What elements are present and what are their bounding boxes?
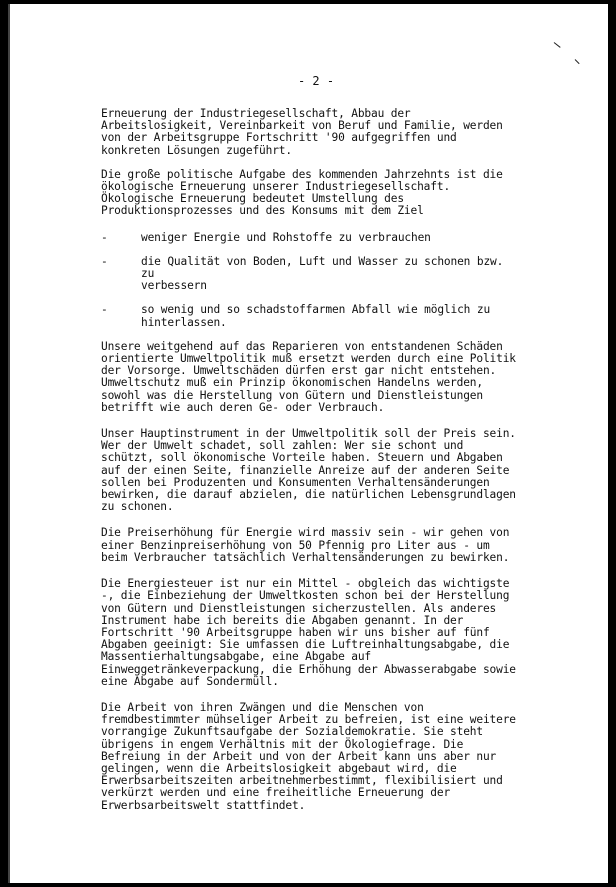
- paragraph: Die Arbeit von ihren Zwängen und die Menschen von fremdbestimmter mühseliger Arbeit zu befreien, ist eine weitere vorrangige Zukunftsaufgabe der Sozialdemokratie. Sie steht übrigens in engem Verhältnis mit der Ökologiefrage. Die Befreiung in der Arbeit und von der Arbeit kann uns aber nur gelingen, wenn die Arbeitslosigkeit abgebaut wird, die Erwerbsarbeitszeiten arbeitnehmerbestimmt, flexibilisiert und verkürzt werden und eine freiheitliche Erneuerung der Erwerbsarbeitswelt stattfindet.: [101, 700, 516, 812]
- bullet-list: [101, 232, 521, 329]
- paragraph: Erneuerung der Industriegesellschaft, Abbau der Arbeitslosigkeit, Vereinbarkeit von Beruf und Familie, werden von der Arbeitsgruppe Fortschritt '90 aufgegriffen und konkreten Lösungen zugeführt.: [101, 107, 503, 157]
- list-item-text: so wenig und so schadstoffarmen Abfall wie möglich zu hinterlassen.: [141, 303, 491, 329]
- list-item-text: die Qualität von Boden, Luft und Wasser zu schonen bzw. zu verbessern: [141, 254, 504, 293]
- scan-mark: [554, 42, 561, 48]
- paragraph: Die große politische Aufgabe des kommenden Jahrzehnts ist die ökologische Erneuerung unserer Industriegesellschaft. Ökologische Erneuerung bedeutet Umstellung des Produktionsprozesses und des Konsums mit dem Ziel: [101, 167, 503, 218]
- scan-mark: [575, 59, 580, 64]
- bullet-marker: -: [101, 303, 108, 317]
- list-item: [101, 304, 521, 328]
- paragraph: Die Energiesteuer ist nur ein Mittel - obgleich das wichtigste -, die Einbeziehung der Umweltkosten schon bei der Herstellung von Gütern und Dienstleistungen sicherzustellen. Als anderes Instrument habe ich bereits die Abgaben genannt. In der Fortschritt '90 Arbeitsgruppe haben wir uns bisher auf fünf Abgaben geeinigt: Sie umfassen die Luftreinhaltungsabgabe, die Massentierhaltungsabgabe, eine Abgabe auf Einweggetränkeverpackung, die Erhöhung der Abwasserabgabe sowie eine Abgabe auf Sondermüll.: [101, 577, 516, 688]
- bullet-marker: -: [101, 230, 108, 244]
- bullet-marker: -: [101, 254, 108, 268]
- document-body: [101, 108, 521, 826]
- paragraph: Die Preiserhöhung für Energie wird massiv sein - wir gehen von einer Benzinpreiserhöhung von 50 Pfennig pro Liter aus - um beim Verbraucher tatsächlich Verhaltensänderungen zu bewirken.: [101, 526, 510, 564]
- paragraph: Unser Hauptinstrument in der Umweltpolitik soll der Preis sein. Wer der Umwelt schadet, soll zahlen: Wer sie schont und schützt, soll ökonomische Vorteile haben. Steuern und Abgaben auf der einen Seite, finanzielle Anreize auf der anderen Seite sollen bei Produzenten und Konsumenten Verhaltensänderungen bewirken, die darauf abzielen, die natürlichen Lebensgrundlagen zu schonen.: [101, 427, 516, 514]
- scan-edge: [8, 4, 10, 883]
- page-number: - 2 -: [297, 74, 335, 88]
- paragraph: Unsere weitgehend auf das Reparieren von entstandenen Schäden orientierte Umweltpolitik muß ersetzt werden durch eine Politik der Vorsorge. Umweltschäden dürfen erst gar nicht entstehen. Umweltschutz muß ein Prinzip ökonomischen Handelns werden, sowohl was die Herstellung von Gütern und Dienstleistungen betrifft wie auch deren Ge- oder Verbrauch.: [101, 339, 516, 414]
- list-item: [101, 232, 521, 244]
- list-item-text: weniger Energie und Rohstoffe zu verbrauchen: [141, 230, 431, 244]
- list-item: [101, 256, 521, 293]
- document-page: [8, 4, 608, 883]
